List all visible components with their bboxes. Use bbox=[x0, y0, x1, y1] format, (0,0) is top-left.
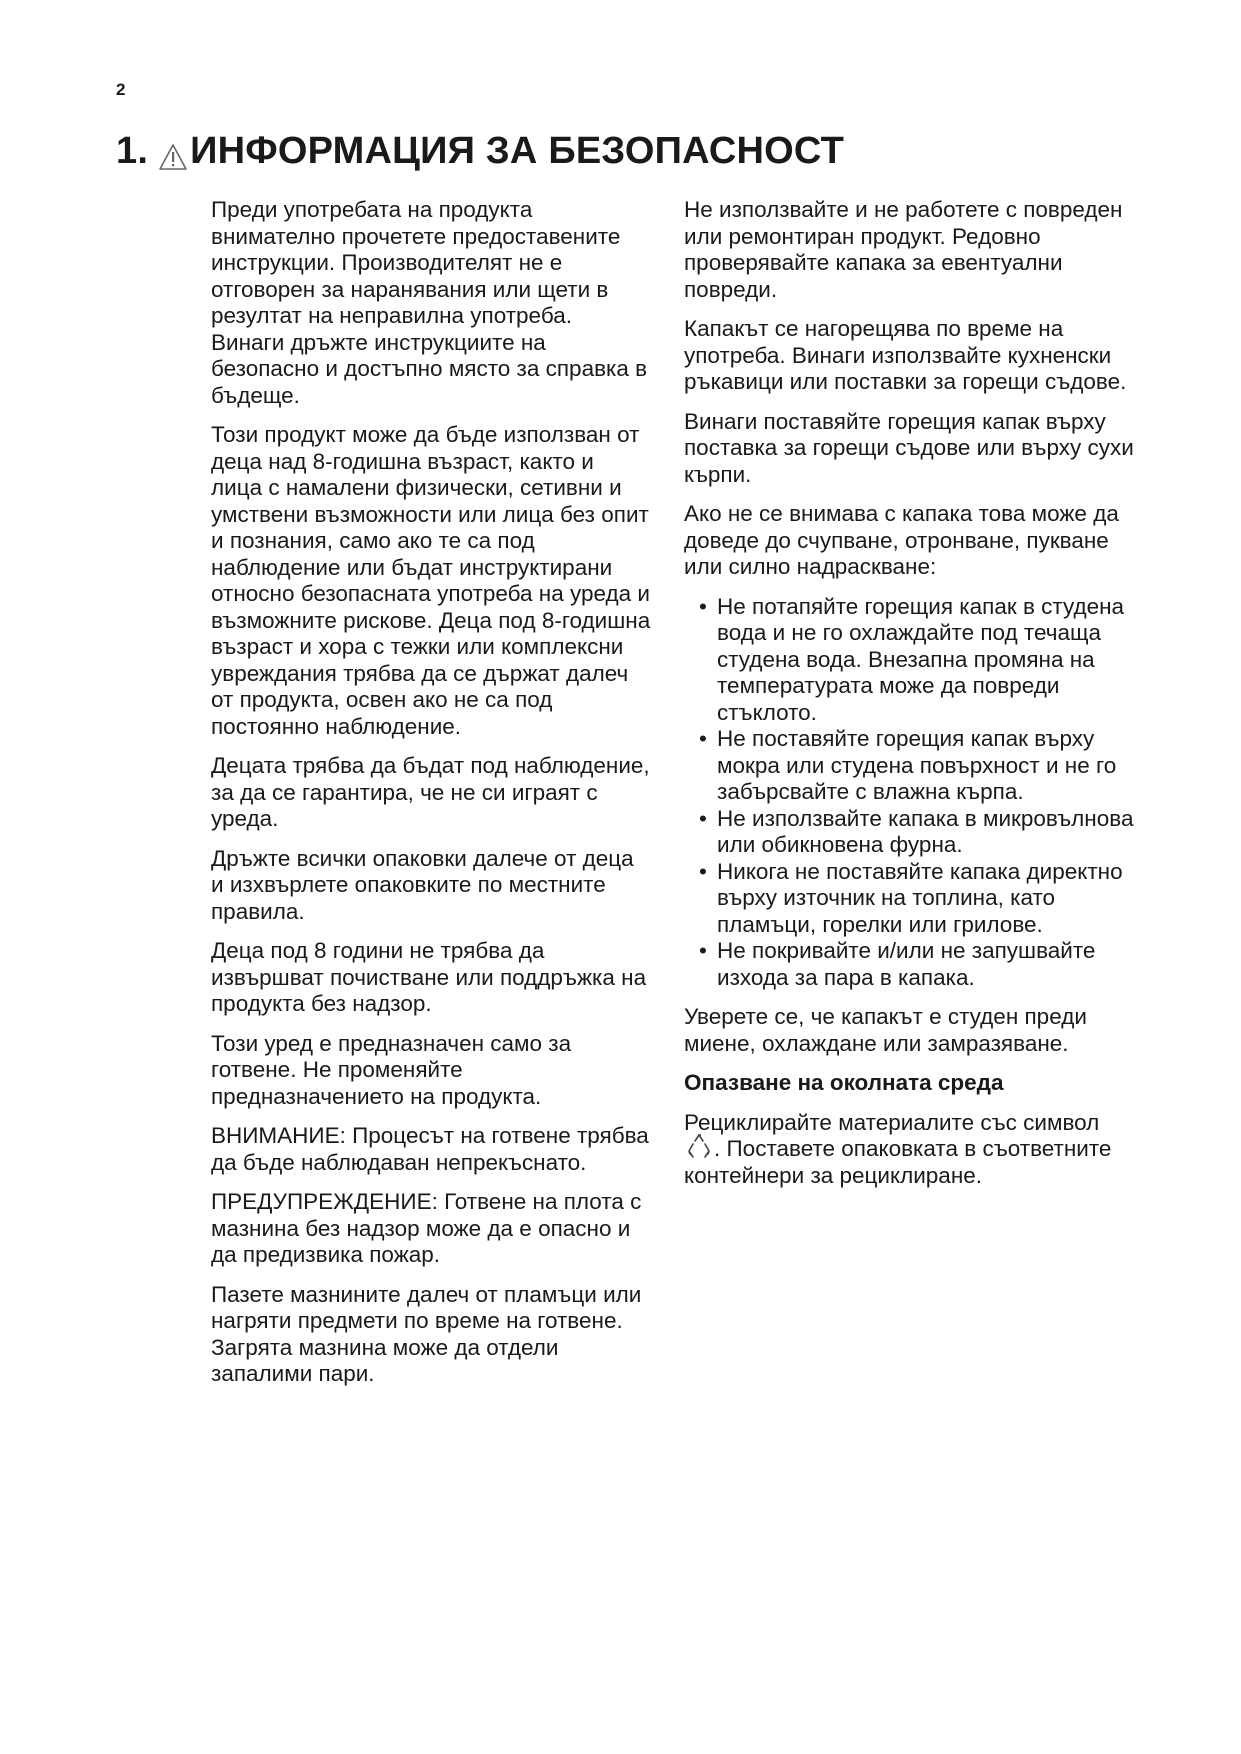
list-item: • Не използвайте капака в микровълнова или обикновена фурна. bbox=[699, 805, 1134, 857]
bullet: • bbox=[699, 593, 707, 619]
list-item: • Не покривайте и/или не запушвайте изхода за пара в капака. bbox=[699, 938, 1096, 990]
paragraph-fats: Пазете мазнините далеч от пламъци или нагряти предмети по време на готвене. Загрята мазнина може да отдели запалими пари. bbox=[211, 1281, 642, 1386]
paragraph-cleaning: Деца под 8 години не трябва да извършват почистване или поддръжка на продукта без надзор. bbox=[211, 938, 647, 1016]
paragraph-recycling: Рециклирайте материалите със символ . Поставете опаковката в съответните контейнери за рециклиране. bbox=[684, 1109, 1112, 1188]
paragraph-hot-lid: Капакът се нагорещява по време на употреба. Винаги използвайте кухненски ръкавици или поставки за горещи съдове. bbox=[684, 316, 1127, 394]
recycle-icon bbox=[684, 1132, 714, 1162]
bullet: • bbox=[699, 726, 707, 751]
section-heading bbox=[116, 130, 844, 173]
paragraph-warning: ПРЕДУПРЕЖДЕНИЕ: Готвене на плота с мазнина без надзор може да е опасно и да предизвика пожар. bbox=[211, 1189, 642, 1267]
paragraph-purpose: Този уред е предназначен само за готвене. Не променяйте предназначението на продукта. bbox=[211, 1030, 572, 1109]
bullet: • bbox=[699, 805, 707, 831]
environment-heading: Опазване на околната среда bbox=[684, 1070, 1004, 1095]
paragraph-attention: ВНИМАНИЕ: Процесът на готвене трябва да бъде наблюдаван непрекъснато. bbox=[211, 1123, 649, 1175]
paragraph-placement: Винаги поставяйте горещия капак върху поставка за горещи съдове или върху сухи кърпи. bbox=[684, 408, 1134, 487]
list-intro: Ако не се внимава с капака това може да доведе до счупване, отронване, пукване или силно надраскване: bbox=[684, 501, 1119, 579]
section-title: ИНФОРМАЦИЯ ЗА БЕЗОПАСНОСТ bbox=[190, 130, 845, 172]
right-column bbox=[684, 197, 1134, 1202]
list-item: • Не потапяйте горещия капак в студена вода и не го охлаждайте под течаща студена вода. Внезапна промяна на температурата може да повреди стъклото. bbox=[699, 593, 1125, 725]
paragraph-supervision: Децата трябва да бъдат под наблюдение, за да се гарантира, че не си играят с уреда. bbox=[211, 753, 650, 831]
bullet: • bbox=[699, 938, 707, 963]
paragraph-cool-lid: Уверете се, че капакът е студен преди миене, охлаждане или замразяване. bbox=[684, 1004, 1087, 1056]
paragraph-packaging: Дръжте всички опаковки далече от деца и изхвърлете опаковките по местните правила. bbox=[211, 845, 634, 924]
list-item: • Никога не поставяйте капака директно върху източник на топлина, като пламъци, горелки или грилове. bbox=[699, 858, 1123, 937]
left-column bbox=[211, 197, 651, 1401]
paragraph-damaged-product: Не използвайте и не работете с повреден или ремонтиран продукт. Редовно проверявайте капака за евентуални повреди. bbox=[684, 197, 1123, 302]
warning-triangle-icon bbox=[158, 138, 188, 166]
list-item: • Не поставяйте горещия капак върху мокра или студена повърхност и не го забърсвайте с влажна кърпа. bbox=[699, 726, 1117, 804]
paragraph-instructions: Преди употребата на продукта внимателно прочетете предоставените инструкции. Производителят не е отговорен за наранявания или щети в резултат на неправилна употреба. Винаги дръжте инструкциите на безопасно и достъпно място за справка в бъдеще. bbox=[211, 197, 648, 408]
section-number: 1. bbox=[116, 130, 149, 172]
paragraph-children-use: Този продукт може да бъде използван от деца над 8-годишна възраст, както и лица с намалени физически, сетивни и умствени възможности или лица без опит и познания, само ако те са под наблюдение или бъдат инструктирани относно безопасната употреба на уреда и възможните рискове. Деца под 8-годишна възраст и хора с тежки или комплексни увреждания трябва да се държат далеч от продукта, освен ако не са под постоянно наблюдение. bbox=[211, 422, 651, 739]
bullet: • bbox=[699, 858, 707, 884]
precautions-list bbox=[684, 594, 1134, 992]
page-number: 2 bbox=[116, 80, 126, 99]
